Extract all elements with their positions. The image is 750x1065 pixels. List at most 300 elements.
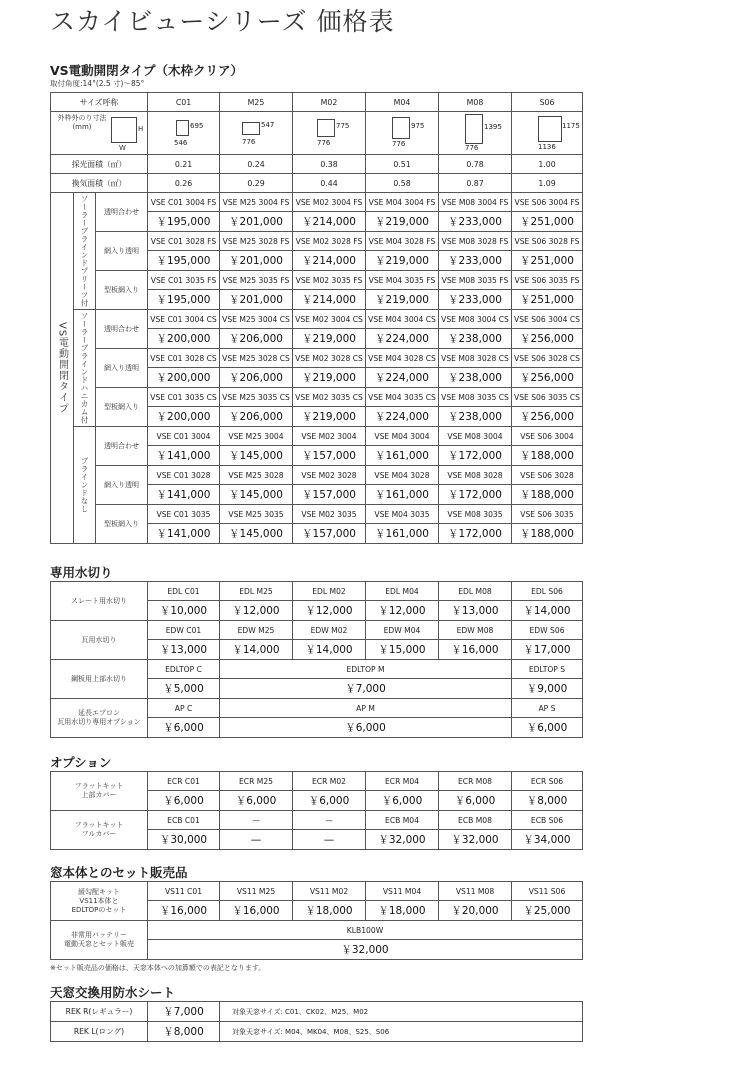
apron-model-row	[51, 699, 583, 718]
option-price: ￥30,000	[148, 830, 220, 850]
vent-area-row	[51, 174, 583, 193]
model-code: VSE M25 3028 FS	[220, 232, 293, 251]
frame-h-letter: H	[138, 125, 144, 133]
dim-cell-m04	[366, 112, 439, 155]
dim-w: 776	[465, 144, 479, 152]
price-value: ￥206,000	[220, 368, 293, 388]
price-value: ￥157,000	[293, 446, 366, 466]
light-area-value: 0.51	[366, 155, 439, 174]
battery-model-row	[51, 921, 583, 940]
window-shape-icon	[465, 114, 483, 144]
model-code: VSE M08 3028 CS	[439, 349, 512, 368]
apron-label: 延長エプロン	[78, 709, 120, 717]
model-code: VSE M04 3035	[366, 505, 439, 524]
apron-price-mid: ￥6,000	[220, 718, 512, 738]
window-shape-icon	[392, 117, 410, 139]
kit-model: VS11 M04	[366, 882, 439, 901]
sheet-model: REK L(ロング)	[51, 1022, 148, 1042]
battery-price: ￥32,000	[148, 940, 583, 960]
section-title-set: 窓本体とのセット販売品	[50, 865, 188, 880]
price-value: ￥233,000	[439, 251, 512, 271]
vent-area-value: 0.44	[293, 174, 366, 193]
kit-price: ￥18,000	[293, 901, 366, 921]
set-note: ※セット販売品の価格は、天窓本体への加算額での表記となります。	[50, 964, 266, 972]
tile-model: EDW M02	[293, 621, 366, 640]
model-code: VSE S06 3035 CS	[512, 388, 583, 407]
sheet-table	[50, 1001, 583, 1042]
slate-price: ￥13,000	[439, 601, 512, 621]
flat-top-label-cell	[51, 772, 148, 811]
light-area-value: 0.38	[293, 155, 366, 174]
tile-price: ￥13,000	[148, 640, 220, 660]
vs-price-table	[50, 92, 583, 544]
flashing-rows	[51, 582, 583, 660]
price-value: ￥256,000	[512, 368, 583, 388]
battery-label-cell	[51, 921, 148, 960]
size-m25: M25	[220, 93, 293, 112]
options-table	[50, 771, 583, 850]
frame-w-letter: W	[119, 144, 126, 152]
light-area-label: 採光面積（㎡）	[51, 155, 148, 174]
window-shape-icon	[317, 119, 335, 137]
dim-cell-m02	[293, 112, 366, 155]
price-value: ￥219,000	[366, 251, 439, 271]
option-price: ￥8,000	[512, 791, 583, 811]
price-value: ￥201,000	[220, 290, 293, 310]
option-model: ECR C01	[148, 772, 220, 791]
model-code: VSE M25 3004 FS	[220, 193, 293, 212]
apron-model-last: AP S	[512, 699, 583, 718]
battery-model: KLB100W	[148, 921, 583, 940]
option-model: ECB C01	[148, 811, 220, 830]
dim-w: 776	[317, 139, 331, 147]
price-value: ￥238,000	[439, 407, 512, 427]
option-model: —	[293, 811, 366, 830]
model-code: VSE M08 3035 FS	[439, 271, 512, 290]
model-row	[51, 349, 583, 368]
model-code: VSE M02 3035	[293, 505, 366, 524]
option-price: ￥6,000	[293, 791, 366, 811]
light-area-value: 0.24	[220, 155, 293, 174]
section-title-options: オプション	[50, 755, 112, 770]
model-code: VSE M04 3028 FS	[366, 232, 439, 251]
tile-label: 瓦用水切り	[51, 621, 148, 660]
price-value: ￥195,000	[148, 212, 220, 232]
model-code: VSE S06 3004	[512, 427, 583, 446]
group-label: ソーラーブラインドハニカム付	[74, 310, 96, 427]
set-table	[50, 881, 583, 960]
slate-price: ￥12,000	[220, 601, 293, 621]
battery-sublabel: 電動天窓とセット販売	[64, 940, 134, 948]
vent-area-value: 0.87	[439, 174, 512, 193]
kit-label: 緩勾配キット	[78, 887, 120, 896]
tile-price: ￥16,000	[439, 640, 512, 660]
model-code: VSE M08 3035 CS	[439, 388, 512, 407]
slate-model-row	[51, 582, 583, 601]
kit-price: ￥16,000	[220, 901, 293, 921]
frame-dims-label: 外枠外のり寸法 (mm)	[57, 114, 107, 131]
price-value: ￥224,000	[366, 407, 439, 427]
steel-price-last: ￥9,000	[512, 679, 583, 699]
model-code: VSE C01 3035	[148, 505, 220, 524]
dim-cell-m08	[439, 112, 512, 155]
steel-model-first: EDLTOP C	[148, 660, 220, 679]
price-value: ￥251,000	[512, 212, 583, 232]
sheet-note: 対象天窓サイズ: C01、CK02、M25、M02	[220, 1002, 583, 1022]
glass-type-label: 透明合わせ	[96, 310, 148, 349]
model-code: VSE C01 3004	[148, 427, 220, 446]
dim-h: 1175	[562, 122, 580, 130]
kit-price: ￥16,000	[148, 901, 220, 921]
price-value: ￥206,000	[220, 329, 293, 349]
price-value: ￥219,000	[366, 290, 439, 310]
type-label: VS電動開閉タイプ	[51, 193, 74, 544]
tile-price: ￥14,000	[220, 640, 293, 660]
price-value: ￥172,000	[439, 485, 512, 505]
frame-dims-row	[51, 112, 583, 155]
dim-w: 1136	[538, 143, 556, 151]
tile-model: EDW S06	[512, 621, 583, 640]
price-value: ￥161,000	[366, 485, 439, 505]
model-code: VSE M04 3004 CS	[366, 310, 439, 329]
model-code: VSE M02 3028	[293, 466, 366, 485]
price-value: ￥224,000	[366, 329, 439, 349]
frame-diagram-icon	[111, 117, 137, 143]
option-price: ￥34,000	[512, 830, 583, 850]
price-value: ￥161,000	[366, 524, 439, 544]
flat-full-model-row	[51, 811, 583, 830]
apron-model-mid: AP M	[220, 699, 512, 718]
price-value: ￥233,000	[439, 212, 512, 232]
flashing-table	[50, 581, 583, 738]
model-row	[51, 388, 583, 407]
size-header-row	[51, 93, 583, 112]
price-value: ￥195,000	[148, 251, 220, 271]
model-code: VSE M02 3028 CS	[293, 349, 366, 368]
model-code: VSE M25 3028	[220, 466, 293, 485]
size-c01: C01	[148, 93, 220, 112]
tile-price: ￥15,000	[366, 640, 439, 660]
option-label: フラットキット	[74, 821, 124, 829]
option-price: ￥32,000	[366, 830, 439, 850]
model-code: VSE S06 3028 CS	[512, 349, 583, 368]
model-code: VSE M04 3035 FS	[366, 271, 439, 290]
frame-dims-label-cell	[51, 112, 148, 155]
option-model: —	[220, 811, 293, 830]
tile-model: EDW C01	[148, 621, 220, 640]
price-value: ￥188,000	[512, 446, 583, 466]
price-value: ￥206,000	[220, 407, 293, 427]
price-value: ￥238,000	[439, 368, 512, 388]
price-value: ￥195,000	[148, 290, 220, 310]
apron-sublabel: 瓦用水切り専用オプション	[57, 718, 141, 726]
steel-model-last: EDLTOP S	[512, 660, 583, 679]
price-value: ￥200,000	[148, 329, 220, 349]
option-price: —	[220, 830, 293, 850]
dim-cell-m25	[220, 112, 293, 155]
model-code: VSE M25 3035 FS	[220, 271, 293, 290]
section-title-vs: VS電動開閉タイプ（木枠クリア）	[50, 63, 244, 78]
sheet-price: ￥7,000	[148, 1002, 220, 1022]
model-code: VSE M04 3028	[366, 466, 439, 485]
glass-type-label: 型板網入り	[96, 271, 148, 310]
glass-type-label: 型板網入り	[96, 388, 148, 427]
model-code: VSE S06 3028	[512, 466, 583, 485]
option-price: ￥6,000	[366, 791, 439, 811]
option-model: ECR S06	[512, 772, 583, 791]
model-code: VSE M25 3004	[220, 427, 293, 446]
price-value: ￥157,000	[293, 485, 366, 505]
slate-model: EDL S06	[512, 582, 583, 601]
option-model: ECB M08	[439, 811, 512, 830]
option-model: ECB M04	[366, 811, 439, 830]
option-price: —	[293, 830, 366, 850]
size-header-label: サイズ呼称	[51, 93, 148, 112]
vent-area-value: 1.09	[512, 174, 583, 193]
glass-type-label: 網入り透明	[96, 349, 148, 388]
light-area-row	[51, 155, 583, 174]
price-value: ￥214,000	[293, 290, 366, 310]
model-code: VSE M08 3004	[439, 427, 512, 446]
model-code: VSE M04 3004	[366, 427, 439, 446]
option-sublabel: 上部カバー	[81, 791, 117, 799]
tile-model: EDW M25	[220, 621, 293, 640]
price-value: ￥201,000	[220, 251, 293, 271]
glass-type-label: 透明合わせ	[96, 427, 148, 466]
model-row	[51, 466, 583, 485]
price-value: ￥214,000	[293, 251, 366, 271]
price-value: ￥214,000	[293, 212, 366, 232]
price-value: ￥145,000	[220, 446, 293, 466]
dim-h: 547	[261, 121, 275, 129]
model-code: VSE C01 3004 CS	[148, 310, 220, 329]
price-value: ￥188,000	[512, 524, 583, 544]
price-value: ￥200,000	[148, 368, 220, 388]
size-m08: M08	[439, 93, 512, 112]
apron-price-first: ￥6,000	[148, 718, 220, 738]
model-code: VSE M02 3004 FS	[293, 193, 366, 212]
model-code: VSE M25 3028 CS	[220, 349, 293, 368]
kit-model: VS11 M02	[293, 882, 366, 901]
price-value: ￥251,000	[512, 290, 583, 310]
kit-model: VS11 M25	[220, 882, 293, 901]
kit-model-row	[51, 882, 583, 901]
dim-w: 776	[242, 138, 256, 146]
options-rows	[51, 772, 583, 850]
model-code: VSE S06 3035 FS	[512, 271, 583, 290]
kit-model: VS11 M08	[439, 882, 512, 901]
window-shape-icon	[538, 116, 562, 142]
model-row	[51, 193, 583, 212]
model-code: VSE C01 3028 CS	[148, 349, 220, 368]
price-value: ￥238,000	[439, 329, 512, 349]
dim-cell-c01	[148, 112, 220, 155]
option-sublabel: フルカバー	[81, 830, 117, 838]
group-label: ソーラーブラインドプリーツ付	[74, 193, 96, 310]
steel-price-first: ￥5,000	[148, 679, 220, 699]
option-model: ECR M08	[439, 772, 512, 791]
tile-price: ￥17,000	[512, 640, 583, 660]
slate-price: ￥12,000	[293, 601, 366, 621]
vent-area-value: 0.58	[366, 174, 439, 193]
price-value: ￥141,000	[148, 524, 220, 544]
price-value: ￥219,000	[293, 407, 366, 427]
price-value: ￥219,000	[366, 212, 439, 232]
option-price: ￥6,000	[148, 791, 220, 811]
page-title: スカイビューシリーズ 価格表	[50, 7, 395, 36]
slate-price: ￥10,000	[148, 601, 220, 621]
dim-w: 776	[392, 140, 406, 148]
flat-top-model-row	[51, 772, 583, 791]
light-area-value: 0.21	[148, 155, 220, 174]
sheet-row	[51, 1022, 583, 1042]
model-code: VSE M08 3035	[439, 505, 512, 524]
slate-model: EDL M08	[439, 582, 512, 601]
model-code: VSE M08 3004 FS	[439, 193, 512, 212]
window-shape-icon	[242, 122, 260, 135]
size-m04: M04	[366, 93, 439, 112]
price-value: ￥251,000	[512, 251, 583, 271]
model-code: VSE M04 3035 CS	[366, 388, 439, 407]
steel-flashing-label: 鋼板用上部水切り	[51, 660, 148, 699]
section-title-sheet: 天窓交換用防水シート	[50, 985, 176, 1000]
price-value: ￥145,000	[220, 524, 293, 544]
group-label: ブラインドなし	[74, 427, 96, 544]
option-price: ￥6,000	[439, 791, 512, 811]
option-model: ECR M02	[293, 772, 366, 791]
steel-price-mid: ￥7,000	[220, 679, 512, 699]
kit-label-cell	[51, 882, 148, 921]
model-code: VSE M02 3028 FS	[293, 232, 366, 251]
size-m02: M02	[293, 93, 366, 112]
kit-sublabel: VS11本体と	[79, 896, 119, 905]
battery-label: 非常用バッテリー	[71, 931, 127, 939]
price-value: ￥188,000	[512, 485, 583, 505]
apron-label-cell	[51, 699, 148, 738]
vs-price-groups	[51, 193, 583, 544]
sheet-row	[51, 1002, 583, 1022]
model-code: VSE M08 3028 FS	[439, 232, 512, 251]
model-code: VSE C01 3004 FS	[148, 193, 220, 212]
slate-price: ￥12,000	[366, 601, 439, 621]
dim-h: 695	[190, 122, 204, 130]
kit-sublabel-2: EDLTOPのセット	[71, 905, 127, 914]
price-value: ￥233,000	[439, 290, 512, 310]
option-label: フラットキット	[74, 782, 124, 790]
steel-flashing-model-row	[51, 660, 583, 679]
model-code: VSE S06 3004 CS	[512, 310, 583, 329]
glass-type-label: 網入り透明	[96, 466, 148, 505]
dim-h: 775	[336, 122, 350, 130]
flat-full-label-cell	[51, 811, 148, 850]
model-code: VSE M02 3035 CS	[293, 388, 366, 407]
dim-h: 975	[411, 122, 425, 130]
slate-label: スレート用水切り	[51, 582, 148, 621]
slate-model: EDL C01	[148, 582, 220, 601]
price-value: ￥219,000	[293, 329, 366, 349]
slate-model: EDL M04	[366, 582, 439, 601]
vent-area-value: 0.26	[148, 174, 220, 193]
model-code: VSE M25 3035	[220, 505, 293, 524]
model-row	[51, 271, 583, 290]
model-code: VSE C01 3035 CS	[148, 388, 220, 407]
model-code: VSE M02 3004	[293, 427, 366, 446]
price-value: ￥256,000	[512, 407, 583, 427]
tile-model-row	[51, 621, 583, 640]
model-code: VSE M02 3004 CS	[293, 310, 366, 329]
model-code: VSE C01 3035 FS	[148, 271, 220, 290]
price-value: ￥219,000	[293, 368, 366, 388]
glass-type-label: 型板網入り	[96, 505, 148, 544]
price-value: ￥201,000	[220, 212, 293, 232]
kit-price: ￥20,000	[439, 901, 512, 921]
kit-price: ￥25,000	[512, 901, 583, 921]
model-code: VSE M04 3028 CS	[366, 349, 439, 368]
option-price: ￥6,000	[220, 791, 293, 811]
sheet-price: ￥8,000	[148, 1022, 220, 1042]
dim-w: 546	[174, 139, 188, 147]
model-code: VSE M04 3004 FS	[366, 193, 439, 212]
price-value: ￥200,000	[148, 407, 220, 427]
light-area-value: 1.00	[512, 155, 583, 174]
price-value: ￥224,000	[366, 368, 439, 388]
glass-type-label: 透明合わせ	[96, 193, 148, 232]
model-row	[51, 232, 583, 251]
kit-model: VS11 C01	[148, 882, 220, 901]
section-title-flashing: 専用水切り	[50, 565, 113, 580]
price-value: ￥145,000	[220, 485, 293, 505]
slate-model: EDL M02	[293, 582, 366, 601]
price-value: ￥157,000	[293, 524, 366, 544]
model-code: VSE C01 3028	[148, 466, 220, 485]
tile-model: EDW M04	[366, 621, 439, 640]
tile-price: ￥14,000	[293, 640, 366, 660]
model-row	[51, 505, 583, 524]
option-model: ECB S06	[512, 811, 583, 830]
model-row	[51, 310, 583, 329]
dim-cell-s06	[512, 112, 583, 155]
mount-angle-note: 取付角度:14°(2.5 寸)～85°	[50, 79, 145, 88]
tile-model: EDW M08	[439, 621, 512, 640]
vent-area-label: 換気面積（㎡）	[51, 174, 148, 193]
price-value: ￥172,000	[439, 446, 512, 466]
model-code: VSE S06 3004 FS	[512, 193, 583, 212]
sheet-model: REK R(レギュラー)	[51, 1002, 148, 1022]
size-s06: S06	[512, 93, 583, 112]
kit-price: ￥18,000	[366, 901, 439, 921]
window-shape-icon	[176, 120, 189, 136]
price-value: ￥172,000	[439, 524, 512, 544]
apron-price-last: ￥6,000	[512, 718, 583, 738]
price-value: ￥161,000	[366, 446, 439, 466]
apron-model-first: AP C	[148, 699, 220, 718]
model-code: VSE S06 3035	[512, 505, 583, 524]
slate-model: EDL M25	[220, 582, 293, 601]
model-code: VSE M08 3028	[439, 466, 512, 485]
kit-model: VS11 S06	[512, 882, 583, 901]
model-code: VSE M25 3035 CS	[220, 388, 293, 407]
vent-area-value: 0.29	[220, 174, 293, 193]
model-code: VSE C01 3028 FS	[148, 232, 220, 251]
sheet-note: 対象天窓サイズ: M04、MK04、M08、S25、S06	[220, 1022, 583, 1042]
light-area-value: 0.78	[439, 155, 512, 174]
option-model: ECR M25	[220, 772, 293, 791]
option-price: ￥32,000	[439, 830, 512, 850]
price-value: ￥256,000	[512, 329, 583, 349]
steel-model-mid: EDLTOP M	[220, 660, 512, 679]
slate-price: ￥14,000	[512, 601, 583, 621]
price-value: ￥141,000	[148, 446, 220, 466]
